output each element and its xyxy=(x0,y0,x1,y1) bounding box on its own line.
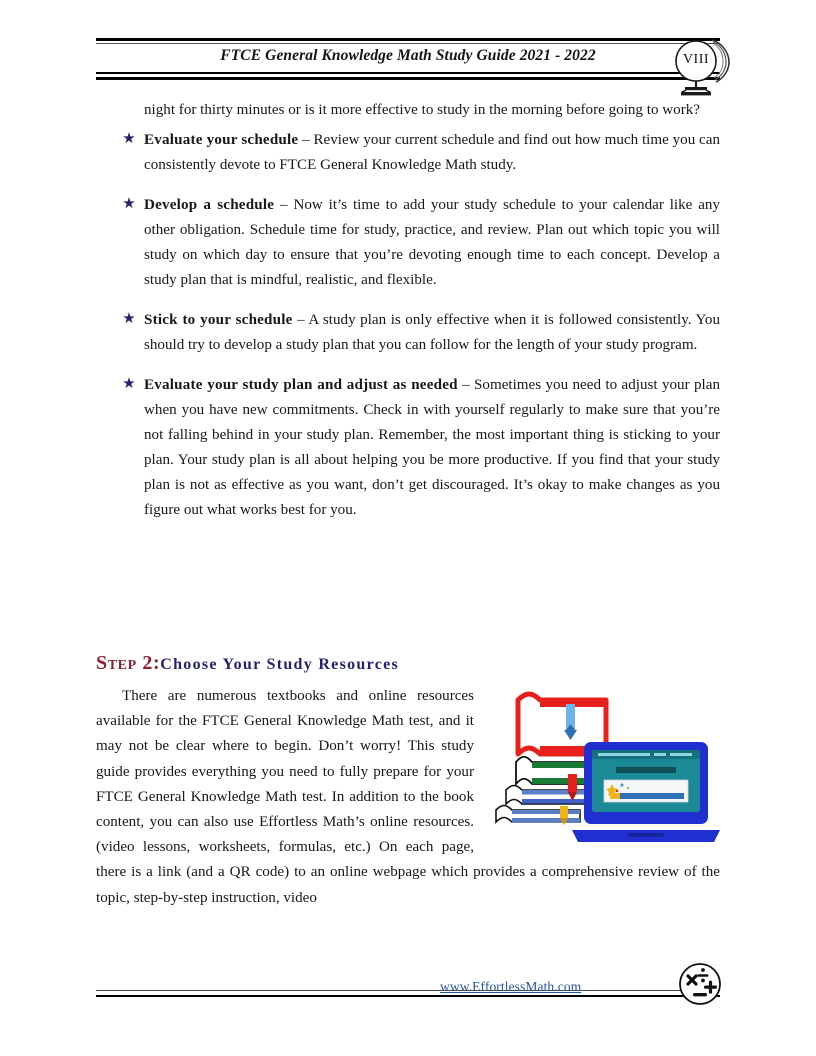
section-heading xyxy=(96,652,399,675)
bullet-body-text: – A study plan is only effective when it is followed consistently. You should try to develop a study plan that you can follow for the length of your study program. xyxy=(144,312,720,353)
study-tips-list xyxy=(96,128,720,523)
main-body xyxy=(96,98,720,523)
footer-rule-thin xyxy=(96,990,720,991)
star-bullet-icon: ★ xyxy=(122,311,136,327)
header-rule-bottom-thin xyxy=(96,72,720,74)
bullet-body-text: – Review your current schedule and find out how much time you can consistently devote to FTCE General Knowledge Math study. xyxy=(144,132,721,173)
step-label: Step 2: xyxy=(96,652,161,674)
bullet-lead-label: Develop a schedule xyxy=(144,197,275,213)
star-bullet-icon: ★ xyxy=(122,376,136,392)
bullet-lead-label: Stick to your schedule xyxy=(144,312,293,328)
list-item xyxy=(96,193,720,293)
math-symbols-badge-icon xyxy=(676,960,724,1008)
globe-icon xyxy=(672,36,732,98)
step-title: Choose Your Study Resources xyxy=(160,656,400,673)
page-header xyxy=(96,38,720,90)
header-rule-top-thin xyxy=(96,43,720,44)
star-bullet-icon: ★ xyxy=(122,196,136,212)
books-and-laptop-illustration xyxy=(488,684,720,846)
page-title: FTCE General Knowledge Math Study Guide 2021 - 2022 xyxy=(220,47,596,64)
bullet-body-text: – Now it’s time to add your study schedule to your calendar like any other obligation. Schedule time for study, practice, and review. Plan out which topic you will study on which day to ensure that you’re devoting enough time to each concept. Develop a study plan that is mindful, realistic, and flexible. xyxy=(144,197,720,288)
effortless-math-link[interactable]: www.EffortlessMath.com xyxy=(440,979,582,994)
bullet-body-text: – Sometimes you need to adjust your plan when you have new commitments. Check in with yourself regularly to make sure that you’re not falling behind in your study plan. Remember, the most important thing is sticking to your plan. Your study plan is all about helping you be more productive. If you find that your study plan is not as effective as you want, don’t get discouraged. It’s okay to make changes as you figure out what works best for you. xyxy=(144,377,720,518)
star-bullet-icon: ★ xyxy=(122,131,136,147)
header-rule-top-thick xyxy=(96,38,720,41)
bullet-lead-label: Evaluate your schedule xyxy=(144,132,299,148)
footer-rule-thick xyxy=(96,995,720,997)
step-section-body xyxy=(96,684,720,911)
page-number: VIII xyxy=(682,52,710,67)
step-section-paragraph: There are numerous textbooks and online resources available for the FTCE General Knowledge Math test, and it may not be clear where to begin. Don’t worry! This study guide provides everything you need to fully prepare for your FTCE General Knowledge Math test. In addition to the book content, you can also use Effortless Math’s online resources. (video lessons, worksheets, formulas, etc.) On each page, there is a link (and a QR code) to an online webpage which provides a comprehensive review of the topic, step-by-step instruction, video xyxy=(96,688,720,906)
list-item xyxy=(96,128,720,178)
list-item xyxy=(96,308,720,358)
page-footer xyxy=(96,990,720,1002)
list-item xyxy=(96,373,720,523)
bullet-lead-label: Evaluate your study plan and adjust as needed xyxy=(144,377,458,393)
header-rule-bottom-thick xyxy=(96,77,720,80)
continued-paragraph: night for thirty minutes or is it more effective to study in the morning before going to work? xyxy=(144,102,700,118)
